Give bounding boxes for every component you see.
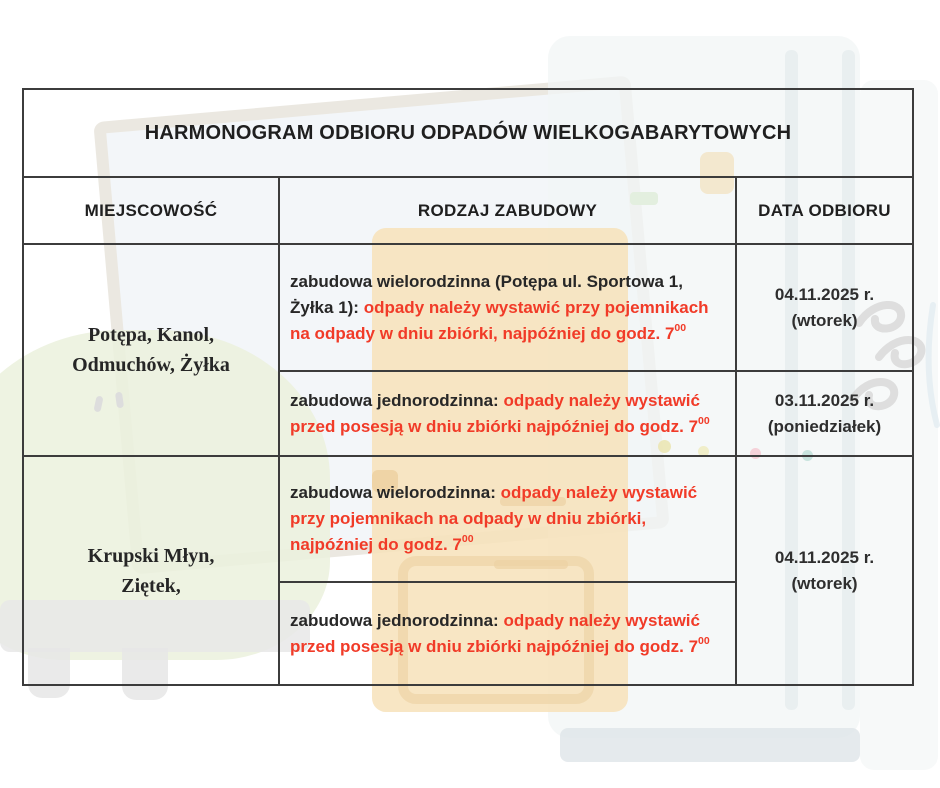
time-superscript: 00 (698, 414, 710, 427)
time-superscript: 00 (698, 634, 710, 647)
column-header-rodzaj-zabudowy: RODZAJ ZABUDOWY (280, 178, 737, 245)
locality-line: Krupski Młyn, (87, 544, 215, 567)
instruction-text: odpady należy wystawić przed posesją w dniu zbiórki najpóźniej do godz. 7 (290, 610, 700, 656)
building-type-label: zabudowa wielorodzinna: (290, 483, 501, 502)
locality-line: Potępa, Kanol, (87, 324, 215, 346)
collection-date-cell (737, 245, 912, 372)
collection-weekday: (wtorek) (791, 310, 858, 330)
collection-weekday: (poniedziałek) (767, 416, 882, 436)
table-title: HARMONOGRAM ODBIORU ODPADÓW WIELKOGABARYTOWYCH (24, 90, 912, 178)
building-type-label: zabudowa jednorodzinna: (290, 390, 504, 410)
collection-date: 04.11.2025 r. (774, 547, 875, 567)
locality-line: Odmuchów, Żyłka (72, 354, 230, 376)
building-type-label: zabudowa wielorodzinna (Potępa ul. Sportowa 1, Żyłka 1): (290, 271, 683, 317)
building-type-cell (280, 583, 737, 684)
instruction-text: odpady należy wystawić przy pojemnikach na odpady w dniu zbiórki, najpóźniej do godz. 7 (290, 483, 698, 554)
fridge-base-illustration (560, 728, 860, 762)
time-superscript: 00 (461, 533, 474, 546)
column-header-miejscowosc: MIEJSCOWOŚĆ (24, 178, 280, 245)
collection-date: 03.11.2025 r. (774, 390, 875, 410)
column-header-data-odbioru: DATA ODBIORU (737, 178, 912, 245)
instruction-text: odpady należy wystawić przed posesją w dniu zbiórki najpóźniej do godz. 7 (290, 390, 700, 436)
locality-cell-krupski-mlyn (24, 457, 280, 684)
collection-date-cell (737, 372, 912, 457)
schedule-table (22, 88, 914, 686)
locality-cell-potepa (24, 245, 280, 457)
collection-date-cell-shared (737, 457, 912, 684)
building-type-cell (280, 372, 737, 457)
locality-line: Ziętek, (121, 574, 181, 597)
building-type-label: zabudowa jednorodzinna: (290, 610, 504, 630)
instruction-text: odpady należy wystawić przy pojemnikach na odpady w dniu zbiórki, najpóźniej do godz. 7 (290, 297, 709, 343)
building-type-cell (280, 245, 737, 372)
collection-weekday: (wtorek) (791, 573, 858, 593)
time-superscript: 00 (674, 321, 687, 334)
collection-date: 04.11.2025 r. (774, 284, 875, 304)
building-type-cell (280, 457, 737, 583)
